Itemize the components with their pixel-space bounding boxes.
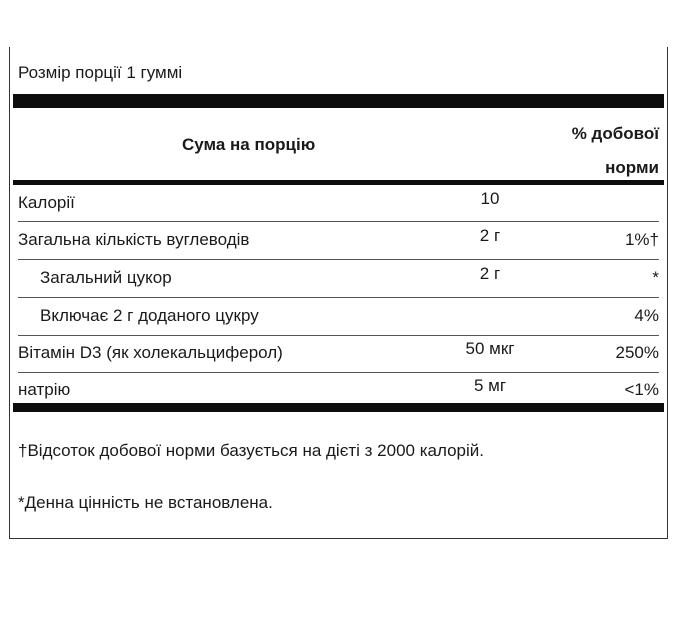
nutrient-name: Загальна кількість вуглеводів [18, 230, 250, 249]
nutrient-daily-value: <1% [624, 380, 659, 399]
nutrient-daily-value: * [652, 268, 659, 287]
daily-value-header-line1: % добової [571, 124, 659, 143]
nutrient-row-total-sugars [10, 260, 667, 298]
nutrient-daily-value: 4% [634, 306, 659, 325]
nutrient-amount: 10 [480, 189, 500, 208]
nutrient-row-vitamin-d3 [10, 335, 667, 373]
nutrient-daily-value: 1%† [624, 230, 659, 249]
nutrient-name: натрію [18, 380, 71, 399]
nutrient-name: Калорії [18, 193, 75, 212]
daily-value-header-line2: норми [605, 158, 659, 177]
supplement-facts-panel [9, 47, 668, 539]
nutrient-name: Включає 2 г доданого цукру [40, 306, 259, 325]
nutrient-row-carbohydrates [10, 222, 667, 260]
nutrient-amount: 50 мкг [465, 339, 515, 358]
nutrient-amount: 2 г [479, 264, 501, 283]
serving-size: Розмір порції 1 гуммі [18, 63, 183, 82]
footnote-daily-value: †Відсоток добової норми базується на дієті з 2000 калорій. [18, 441, 485, 460]
amount-per-serving-header: Сума на порцію [182, 135, 316, 154]
nutrient-row-calories [10, 185, 667, 223]
daily-value-header [572, 117, 659, 185]
nutrient-amount: 2 г [479, 226, 501, 245]
nutrient-name: Вітамін D3 (як холекальциферол) [18, 343, 283, 362]
footnote-not-established: *Денна цінність не встановлена. [18, 493, 273, 512]
nutrient-daily-value: 250% [615, 343, 659, 362]
nutrient-amount: 5 мг [473, 376, 507, 395]
nutrient-row-added-sugars [10, 298, 667, 336]
thick-divider-bottom [13, 403, 664, 412]
thick-divider-top [13, 94, 664, 108]
nutrient-name: Загальний цукор [40, 268, 172, 287]
